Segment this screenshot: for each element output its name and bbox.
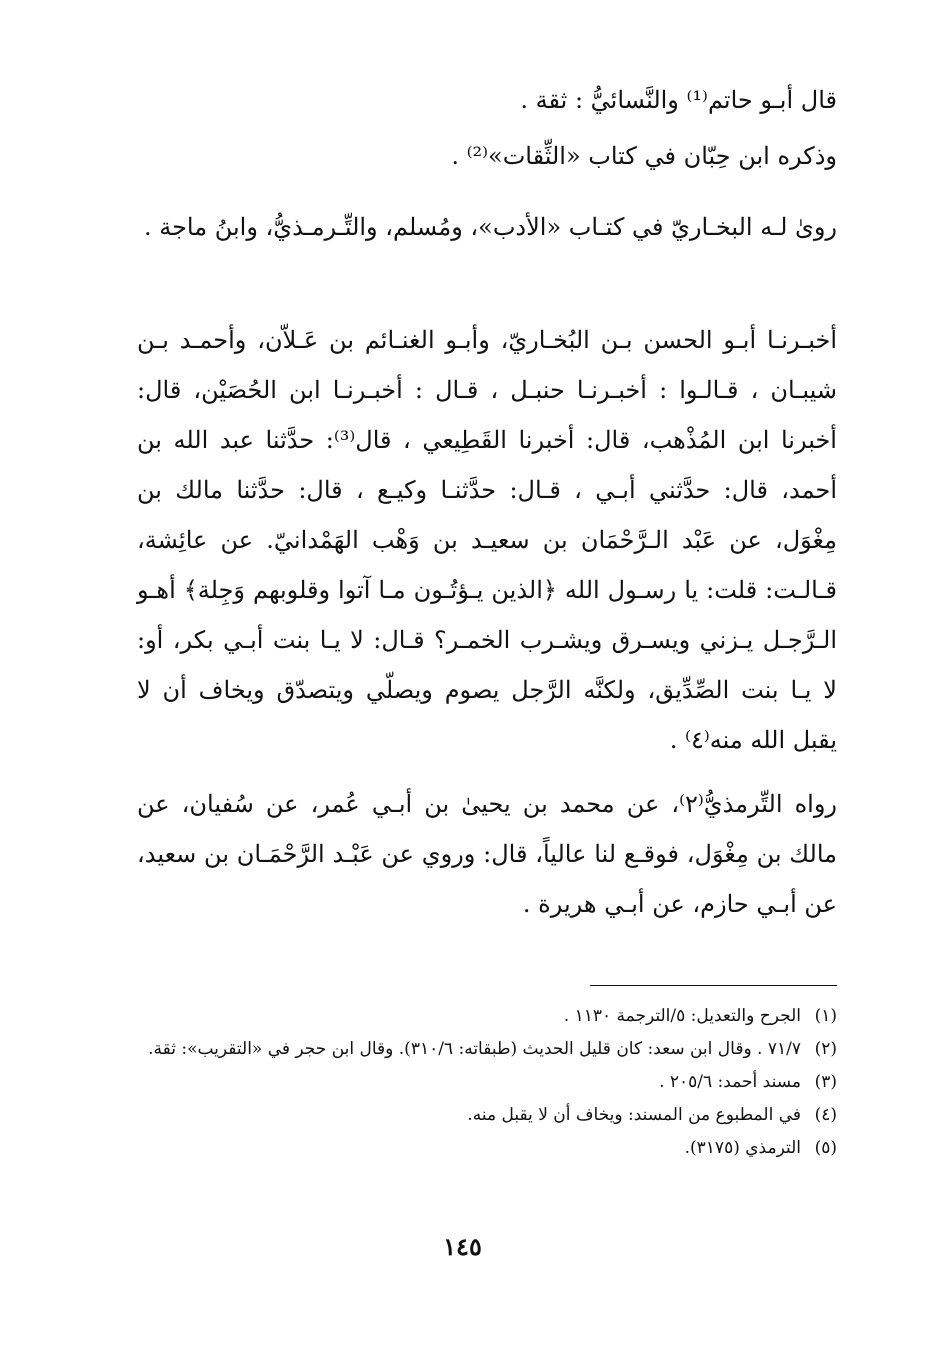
paragraph-narrators-opinion: قال أبـو حاتم⁽¹⁾ والنَّسائيُّ : ثقة .: [520, 86, 837, 114]
page-number: ١٤٥: [443, 1232, 482, 1261]
footnote-text: ٧١/٧ . وقال ابن سعد: كان قليل الحديث (طبقاته: ٣١٠/٦). وقال ابن حجر في «التقريب»: ثقة.: [148, 1039, 801, 1059]
footnotes-section: [127, 1000, 837, 1165]
paragraph-ibn-hibban: وذكره ابن حِبّان في كتاب «الثِّقات»⁽²⁾ .: [451, 142, 837, 170]
footnote-divider: [590, 985, 837, 986]
footnote-item: [127, 1132, 837, 1165]
footnote-number: (٤): [814, 1105, 837, 1125]
footnote-item: [127, 1066, 837, 1099]
footnote-item: [127, 1033, 837, 1066]
footnote-text: الجرح والتعديل: ٥/الترجمة ١١٣٠ .: [563, 1006, 801, 1026]
paragraph-tirmidhi-narration: رواه التِّرمذيُّ⁽٢⁾، عن محمد بن يحيىٰ بن أبـي عُمر، عن سُفيان، عن مالك بن مِغْوَل، فوقـع لنا عالياً، قال: وروي عن عَبْـد الرَّحْمَـان بن سعيد، عن أبـي حازم، عن أبـي هريرة .: [137, 790, 837, 918]
footnote-number: (٢): [814, 1039, 837, 1059]
footnote-number: (٥): [814, 1138, 837, 1158]
paragraph-hadith-chain: أخبـرنـا أبـو الحسن بـن البُخـاريّ، وأبـو الغنـائم بن عَـلاّن، وأحمـد بـن شيبـان ، قـالـوا : أخبـرنـا حنبـل ، قـال : أخبـرنـا ابن الحُصَيْن، قال: أخبرنا ابن المُذْهب، قال: أخبرنا القَطِيعي ، قال⁽³⁾: حدَّثنا عبد الله بن أحمد، قال: حدَّثني أبـي ، قـال: حدَّثنـا وكيـع ، قال: حدَّثنا مالك بن مِغْوَل، عن عَبْد الـرَّحْمَان بن سعيـد بن وَهْب الهَمْدانيّ. عن عائِشة، قـالـت: قلت: يا رسـول الله ﴿الذين يـؤتُـون مـا آتوا وقلوبهم وَجِلة﴾ أهـو الـرَّجـل يـزني ويسـرق ويشـرب الخمـر؟ قـال: لا يـا بنت أبـي بكر، أو: لا يـا بنت الصِّدِّيق، ولكنَّه الرَّجل يصوم ويصلّي ويتصدّق ويخاف أن لا يقبل الله منه⁽٤⁾ .: [137, 326, 838, 754]
paragraph-narrated-by: روىٰ لـه البخـاريّ في كتـاب «الأدب»، ومُسلم، والتِّـرمـذيُّ، وابنُ ماجة .: [143, 213, 837, 241]
footnote-text: في المطبوع من المسند: ويخاف أن لا يقبل منه.: [467, 1105, 801, 1125]
footnote-number: (١): [814, 1006, 837, 1026]
footnote-item: [127, 1000, 837, 1033]
footnote-text: الترمذي (٣١٧٥).: [684, 1138, 801, 1158]
footnote-text: مسند أحمد: ٢٠٥/٦ .: [659, 1072, 801, 1092]
footnote-item: [127, 1099, 837, 1132]
footnote-number: (٣): [814, 1072, 837, 1092]
